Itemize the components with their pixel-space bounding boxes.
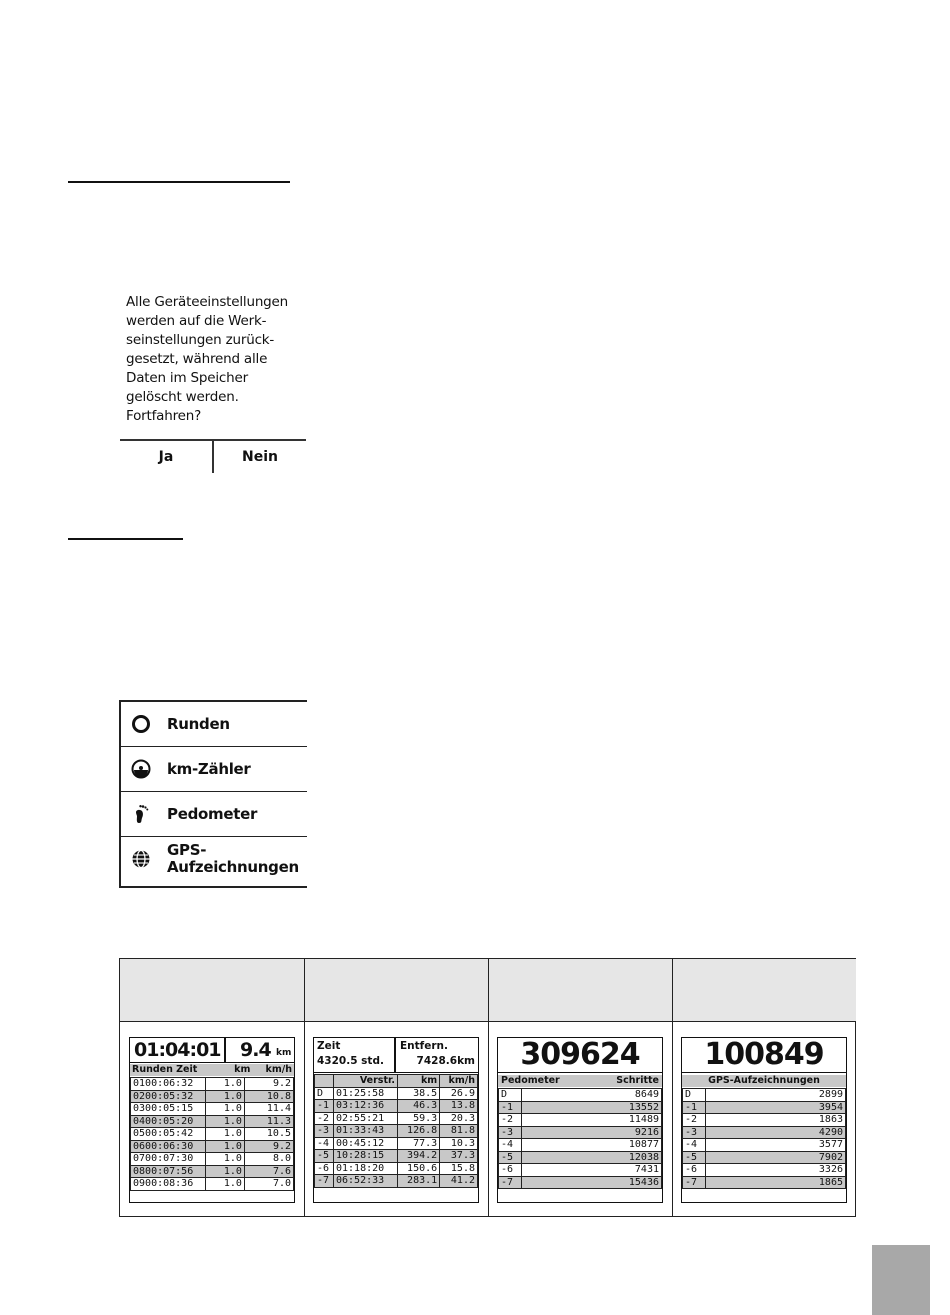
history-screens-table: [119, 958, 856, 1217]
menu-item-pedometer[interactable]: [121, 792, 307, 837]
table-row: -5 10:28:15 394.2 37.3: [315, 1150, 478, 1163]
circle-icon: [131, 714, 151, 734]
laps-total-time: 01:04:01: [134, 1039, 221, 1061]
pedometer-header-right: Schritte: [616, 1075, 659, 1086]
table-row: -1 03:12:36 46.3 13.8: [315, 1100, 478, 1113]
column-header: km: [397, 1075, 439, 1088]
table-header-row: [130, 1064, 294, 1076]
table-header-cell: [305, 959, 488, 1021]
menu-item-runden[interactable]: [121, 702, 307, 747]
gps-header: GPS-Aufzeichnungen: [682, 1075, 846, 1087]
table-row: -1 3954: [683, 1101, 846, 1114]
table-row: 0800:07:56 1.0 7.6: [131, 1165, 294, 1178]
table-row: -4 00:45:12 77.3 10.3: [315, 1137, 478, 1150]
pedometer-screen: [497, 1037, 663, 1203]
gps-table: [682, 1088, 846, 1189]
table-row: 0700:07:30 1.0 8.0: [131, 1153, 294, 1166]
odometer-screen: [313, 1037, 479, 1203]
page-edge-tab: [872, 1245, 930, 1315]
table-header-cell: [120, 959, 304, 1021]
column-header: Runden Zeit: [132, 1064, 198, 1075]
table-header-row: [315, 1075, 478, 1088]
table-row: 0900:08:36 1.0 7.0: [131, 1178, 294, 1191]
table-row: -4 3577: [683, 1139, 846, 1152]
table-row: -6 01:18:20 150.6 15.8: [315, 1162, 478, 1175]
menu-item-label: Runden: [167, 715, 230, 733]
reset-dialog: [120, 293, 306, 473]
odometer-distance-label: Entfern.: [400, 1040, 448, 1052]
menu-item-label: Pedometer: [167, 805, 258, 823]
column-header: km: [234, 1064, 251, 1075]
table-row: -1 13552: [499, 1101, 662, 1114]
laps-total-distance: 9.4: [240, 1039, 271, 1061]
globe-icon: [131, 849, 151, 869]
table-row: -2 1863: [683, 1114, 846, 1127]
menu-item-km-zaehler[interactable]: [121, 747, 307, 792]
table-row: 0200:05:32 1.0 10.8: [131, 1090, 294, 1103]
section-heading-underline-1: [68, 181, 290, 183]
table-row: -7 1865: [683, 1176, 846, 1189]
pedometer-table: [498, 1088, 662, 1189]
odometer-table: [314, 1074, 478, 1188]
footprint-icon: [131, 804, 151, 824]
laps-distance-unit: km: [276, 1048, 292, 1058]
section-heading-underline-2: [68, 538, 183, 540]
odometer-time-label: Zeit: [317, 1040, 341, 1052]
table-row: D 8649: [499, 1089, 662, 1102]
table-row: -4 10877: [499, 1139, 662, 1152]
table-header-cell: [489, 959, 672, 1021]
table-row: -7 15436: [499, 1176, 662, 1189]
table-row: 0600:06:30 1.0 9.2: [131, 1140, 294, 1153]
laps-screen: [129, 1037, 295, 1203]
table-row: 0300:05:15 1.0 11.4: [131, 1103, 294, 1116]
table-row: -6 3326: [683, 1164, 846, 1177]
table-row: 0400:05:20 1.0 11.3: [131, 1115, 294, 1128]
odometer-distance-value: 7428.6km: [416, 1055, 475, 1067]
menu-item-gps-aufzeichnungen[interactable]: [121, 837, 307, 883]
odometer-icon: [131, 759, 151, 779]
table-row: -3 9216: [499, 1126, 662, 1139]
yes-button[interactable]: Ja: [158, 449, 174, 465]
odometer-time-value: 4320.5 std.: [317, 1055, 384, 1067]
pedometer-header: [498, 1075, 662, 1087]
table-header-cell: [673, 959, 856, 1021]
table-row: D 01:25:58 38.5 26.9: [315, 1087, 478, 1100]
pedometer-header-left: Pedometer: [501, 1075, 560, 1086]
table-row: D 2899: [683, 1089, 846, 1102]
laps-rows: [130, 1077, 294, 1191]
table-row: -3 4290: [683, 1126, 846, 1139]
table-row: -3 01:33:43 126.8 81.8: [315, 1125, 478, 1138]
column-header: km/h: [265, 1064, 292, 1075]
menu-item-label: GPS- Aufzeichnungen: [167, 841, 299, 876]
table-row: -5 12038: [499, 1151, 662, 1164]
column-header: km/h: [440, 1075, 478, 1088]
reset-dialog-message: Alle Geräteeinstellungen werden auf die Werk- seinstellungen zurück- gesetzt, während alle Daten im Speicher gelöscht werden. Fortfahren?: [126, 294, 289, 424]
table-row: 0500:05:42 1.0 10.5: [131, 1128, 294, 1141]
gps-screen: [681, 1037, 847, 1203]
table-row: -5 7902: [683, 1151, 846, 1164]
table-row: -2 11489: [499, 1114, 662, 1127]
history-menu: [119, 700, 307, 888]
table-row: 0100:06:32 1.0 9.2: [131, 1078, 294, 1091]
laps-table: [130, 1064, 294, 1076]
column-header: Verstr.: [334, 1075, 398, 1088]
table-row: -7 06:52:33 283.1 41.2: [315, 1175, 478, 1188]
table-row: -6 7431: [499, 1164, 662, 1177]
table-row: -2 02:55:21 59.3 20.3: [315, 1112, 478, 1125]
no-button[interactable]: Nein: [242, 449, 278, 465]
gps-total: 100849: [682, 1038, 846, 1073]
menu-item-label: km-Zähler: [167, 760, 251, 778]
pedometer-total: 309624: [498, 1038, 662, 1073]
